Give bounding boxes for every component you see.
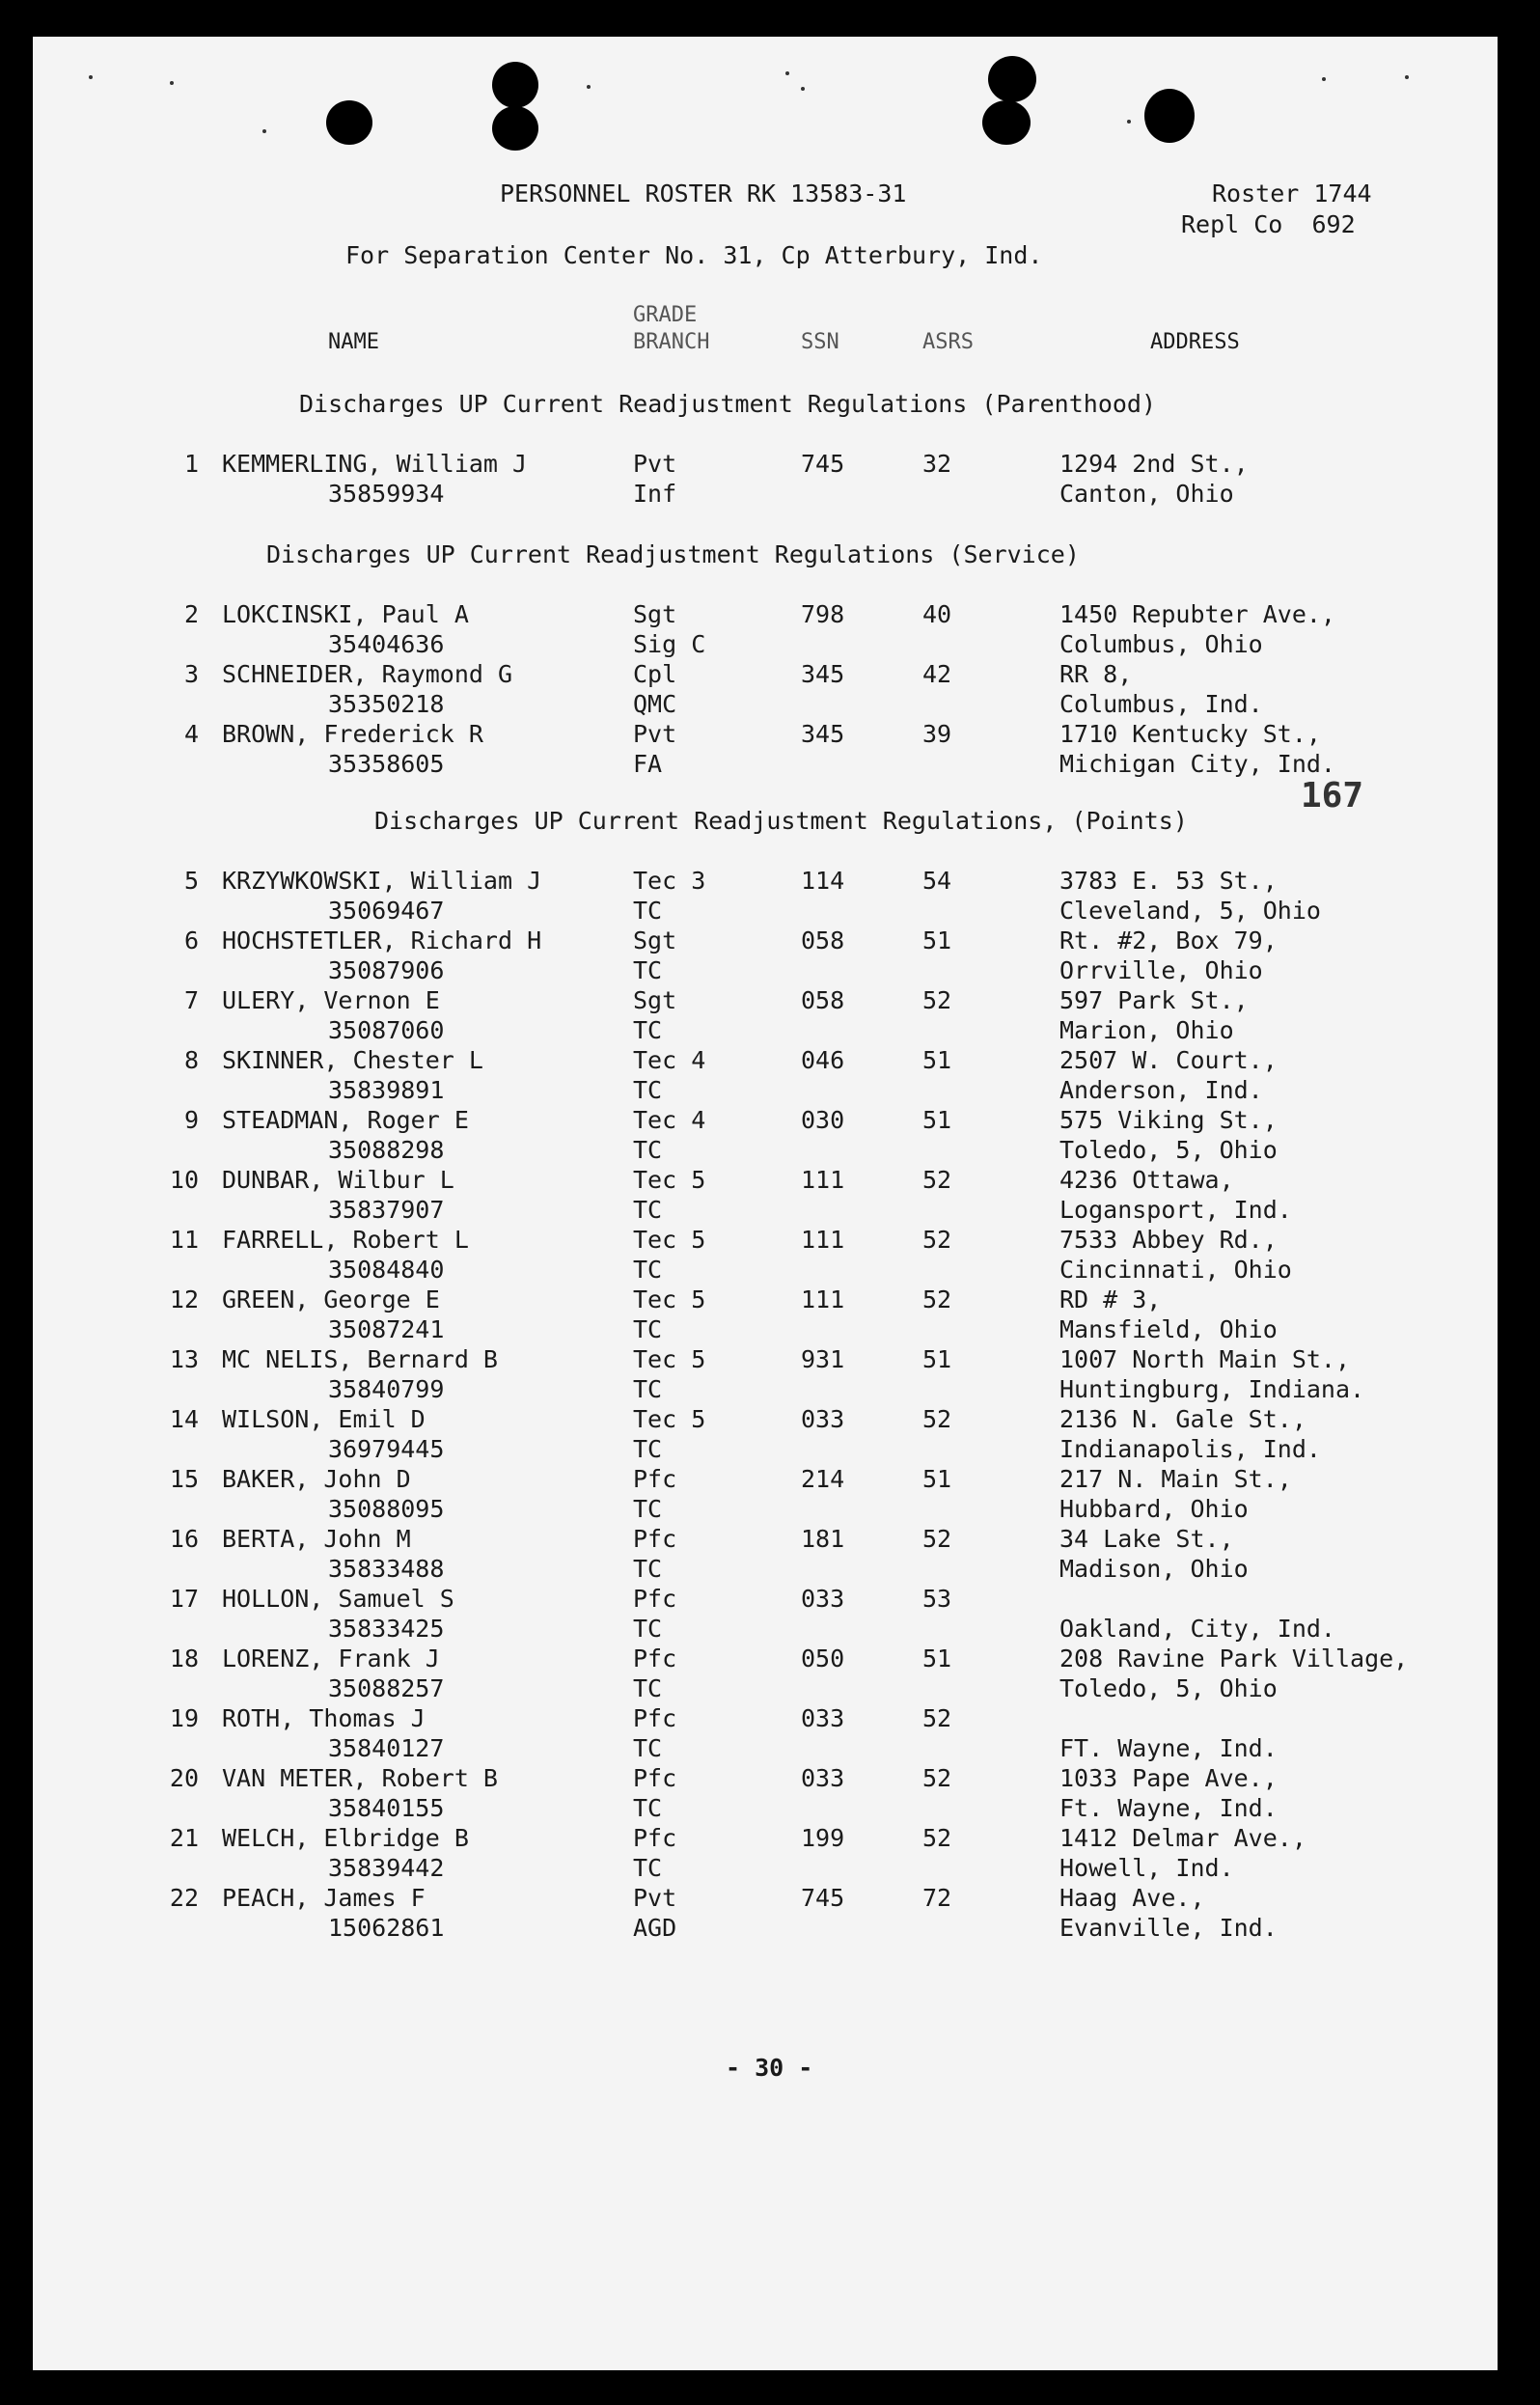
cell-addr2: Anderson, Ind. [1059, 1076, 1263, 1104]
cell-addr1: 1710 Kentucky St., [1059, 720, 1321, 748]
cell-name: HOCHSTETLER, Richard H [222, 926, 542, 954]
cell-serial: 35840155 [328, 1794, 445, 1822]
cell-num: 17 [169, 1585, 199, 1613]
cell-name: BERTA, John M [222, 1525, 411, 1553]
cell-ssn: 046 [801, 1046, 845, 1074]
cell-serial: 35833488 [328, 1555, 445, 1583]
cell-addr1: 4236 Ottawa, [1059, 1166, 1234, 1194]
cell-addr2: Marion, Ohio [1059, 1016, 1234, 1044]
cell-branch: TC [633, 1136, 663, 1164]
cell-branch: TC [633, 897, 663, 925]
roster-page [33, 37, 1498, 2370]
cell-branch: TC [633, 1256, 663, 1284]
cell-addr2: Huntingburg, Indiana. [1059, 1375, 1365, 1403]
cell-grade: Pvt [633, 1884, 677, 1912]
cell-name: SCHNEIDER, Raymond G [222, 660, 513, 688]
cell-addr2: Evanville, Ind. [1059, 1914, 1278, 1942]
cell-num: 5 [183, 867, 199, 895]
cell-serial: 35087241 [328, 1315, 445, 1343]
cell-grade: Tec 4 [633, 1046, 706, 1074]
page-number: - 30 - [726, 2054, 813, 2082]
col-name: NAME [328, 330, 379, 354]
cell-grade: Tec 4 [633, 1106, 706, 1134]
cell-asrs: 72 [922, 1884, 952, 1912]
cell-name: GREEN, George E [222, 1285, 440, 1313]
cell-ssn: 111 [801, 1166, 845, 1194]
handwritten-stamp: 167 [1301, 776, 1364, 815]
cell-name: SKINNER, Chester L [222, 1046, 483, 1074]
cell-addr1: 597 Park St., [1059, 986, 1249, 1014]
section-service: Discharges UP Current Readjustment Regulations (Service) [266, 540, 1080, 568]
cell-addr2: Orrville, Ohio [1059, 956, 1263, 984]
cell-addr2: Canton, Ohio [1059, 480, 1234, 508]
cell-asrs: 52 [922, 1525, 952, 1553]
col-ssn: SSN [801, 330, 839, 354]
cell-asrs: 51 [922, 926, 952, 954]
cell-name: KRZYWKOWSKI, William J [222, 867, 542, 895]
cell-serial: 35088257 [328, 1674, 445, 1702]
punch-hole-3 [492, 106, 538, 151]
cell-serial: 35069467 [328, 897, 445, 925]
cell-branch: TC [633, 1555, 663, 1583]
cell-addr2: Ft. Wayne, Ind. [1059, 1794, 1278, 1822]
cell-serial: 35084840 [328, 1256, 445, 1284]
cell-branch: TC [633, 1495, 663, 1523]
cell-addr1: 208 Ravine Park Village, [1059, 1645, 1409, 1672]
cell-ssn: 745 [801, 450, 845, 478]
cell-grade: Tec 5 [633, 1405, 706, 1433]
cell-name: BAKER, John D [222, 1465, 411, 1493]
cell-name: HOLLON, Samuel S [222, 1585, 454, 1613]
cell-name: MC NELIS, Bernard B [222, 1345, 498, 1373]
cell-grade: Pvt [633, 450, 677, 478]
cell-addr2: Indianapolis, Ind. [1059, 1435, 1321, 1463]
punch-hole-6 [1144, 89, 1195, 143]
cell-branch: TC [633, 1674, 663, 1702]
cell-serial: 35087060 [328, 1016, 445, 1044]
cell-grade: Tec 5 [633, 1285, 706, 1313]
cell-serial: 35358605 [328, 750, 445, 778]
cell-asrs: 52 [922, 1166, 952, 1194]
col-asrs: ASRS [922, 330, 974, 354]
cell-ssn: 745 [801, 1884, 845, 1912]
cell-grade: Pfc [633, 1585, 677, 1613]
cell-grade: Sgt [633, 986, 677, 1014]
section-parenthood: Discharges UP Current Readjustment Regulations (Parenthood) [299, 390, 1157, 418]
cell-name: BROWN, Frederick R [222, 720, 483, 748]
cell-asrs: 52 [922, 1285, 952, 1313]
cell-addr1: 2507 W. Court., [1059, 1046, 1278, 1074]
cell-ssn: 033 [801, 1405, 845, 1433]
cell-grade: Pfc [633, 1704, 677, 1732]
cell-branch: TC [633, 1854, 663, 1882]
cell-branch: QMC [633, 690, 677, 718]
cell-branch: Inf [633, 480, 677, 508]
cell-addr1: 2136 N. Gale St., [1059, 1405, 1306, 1433]
cell-num: 9 [183, 1106, 199, 1134]
roster-number: Roster 1744 [1212, 180, 1372, 207]
cell-addr1: 575 Viking St., [1059, 1106, 1278, 1134]
cell-ssn: 058 [801, 926, 845, 954]
cell-branch: TC [633, 956, 663, 984]
cell-ssn: 111 [801, 1285, 845, 1313]
cell-addr2: Oakland, City, Ind. [1059, 1615, 1335, 1643]
replacement-company: Repl Co 692 [1181, 210, 1356, 238]
cell-ssn: 033 [801, 1704, 845, 1732]
cell-ssn: 033 [801, 1764, 845, 1792]
cell-num: 16 [169, 1525, 199, 1553]
cell-addr1: 217 N. Main St., [1059, 1465, 1292, 1493]
cell-addr2: Hubbard, Ohio [1059, 1495, 1249, 1523]
punch-hole-5 [982, 100, 1031, 145]
cell-addr2: Toledo, 5, Ohio [1059, 1136, 1278, 1164]
cell-num: 2 [183, 600, 199, 628]
cell-branch: TC [633, 1315, 663, 1343]
roster-title: PERSONNEL ROSTER RK 13583-31 [500, 180, 907, 207]
cell-ssn: 345 [801, 660, 845, 688]
cell-num: 22 [169, 1884, 199, 1912]
cell-ssn: 798 [801, 600, 845, 628]
cell-name: ROTH, Thomas J [222, 1704, 426, 1732]
cell-name: LORENZ, Frank J [222, 1645, 440, 1672]
cell-addr1: 1294 2nd St., [1059, 450, 1249, 478]
cell-addr2: Columbus, Ohio [1059, 630, 1263, 658]
cell-grade: Sgt [633, 926, 677, 954]
cell-name: LOKCINSKI, Paul A [222, 600, 469, 628]
cell-addr1: Rt. #2, Box 79, [1059, 926, 1278, 954]
cell-num: 8 [183, 1046, 199, 1074]
cell-asrs: 52 [922, 1226, 952, 1254]
cell-grade: Tec 5 [633, 1166, 706, 1194]
cell-addr2: Michigan City, Ind. [1059, 750, 1335, 778]
punch-hole-1 [326, 100, 372, 145]
cell-addr2: Cleveland, 5, Ohio [1059, 897, 1321, 925]
cell-num: 12 [169, 1285, 199, 1313]
cell-addr1: Haag Ave., [1059, 1884, 1205, 1912]
cell-num: 1 [183, 450, 199, 478]
cell-asrs: 42 [922, 660, 952, 688]
cell-ssn: 058 [801, 986, 845, 1014]
cell-name: KEMMERLING, William J [222, 450, 528, 478]
cell-ssn: 214 [801, 1465, 845, 1493]
cell-asrs: 52 [922, 1704, 952, 1732]
cell-asrs: 51 [922, 1046, 952, 1074]
cell-num: 3 [183, 660, 199, 688]
cell-serial: 35833425 [328, 1615, 445, 1643]
cell-num: 7 [183, 986, 199, 1014]
cell-num: 20 [169, 1764, 199, 1792]
cell-serial: 35839442 [328, 1854, 445, 1882]
cell-asrs: 51 [922, 1345, 952, 1373]
cell-addr2: Madison, Ohio [1059, 1555, 1249, 1583]
cell-name: WILSON, Emil D [222, 1405, 426, 1433]
cell-serial: 35087906 [328, 956, 445, 984]
cell-ssn: 033 [801, 1585, 845, 1613]
section-points: Discharges UP Current Readjustment Regulations, (Points) [374, 807, 1188, 835]
cell-ssn: 111 [801, 1226, 845, 1254]
punch-hole-2 [492, 62, 538, 108]
cell-num: 14 [169, 1405, 199, 1433]
cell-ssn: 931 [801, 1345, 845, 1373]
cell-asrs: 53 [922, 1585, 952, 1613]
cell-num: 19 [169, 1704, 199, 1732]
cell-addr1: RR 8, [1059, 660, 1133, 688]
cell-addr1: 1007 North Main St., [1059, 1345, 1351, 1373]
cell-branch: TC [633, 1615, 663, 1643]
cell-num: 11 [169, 1226, 199, 1254]
cell-name: PEACH, James F [222, 1884, 426, 1912]
cell-addr2: Columbus, Ind. [1059, 690, 1263, 718]
cell-num: 6 [183, 926, 199, 954]
cell-asrs: 54 [922, 867, 952, 895]
col-grade: GRADE [633, 303, 698, 327]
cell-asrs: 32 [922, 450, 952, 478]
punch-hole-4 [988, 56, 1036, 102]
cell-serial: 35350218 [328, 690, 445, 718]
cell-num: 15 [169, 1465, 199, 1493]
cell-branch: TC [633, 1794, 663, 1822]
cell-num: 13 [169, 1345, 199, 1373]
cell-grade: Pvt [633, 720, 677, 748]
cell-name: WELCH, Elbridge B [222, 1824, 469, 1852]
cell-name: DUNBAR, Wilbur L [222, 1166, 454, 1194]
cell-grade: Pfc [633, 1645, 677, 1672]
cell-addr2: Mansfield, Ohio [1059, 1315, 1278, 1343]
cell-ssn: 050 [801, 1645, 845, 1672]
cell-name: ULERY, Vernon E [222, 986, 440, 1014]
cell-ssn: 030 [801, 1106, 845, 1134]
cell-num: 18 [169, 1645, 199, 1672]
cell-addr1: 1033 Pape Ave., [1059, 1764, 1278, 1792]
cell-branch: TC [633, 1734, 663, 1762]
cell-branch: TC [633, 1435, 663, 1463]
cell-branch: Sig C [633, 630, 706, 658]
cell-addr1: 1450 Repubter Ave., [1059, 600, 1335, 628]
cell-branch: TC [633, 1375, 663, 1403]
cell-serial: 35837907 [328, 1196, 445, 1224]
cell-asrs: 52 [922, 986, 952, 1014]
cell-num: 10 [169, 1166, 199, 1194]
cell-addr2: Cincinnati, Ohio [1059, 1256, 1292, 1284]
cell-branch: AGD [633, 1914, 677, 1942]
cell-serial: 15062861 [328, 1914, 445, 1942]
cell-ssn: 114 [801, 867, 845, 895]
cell-addr1: RD # 3, [1059, 1285, 1162, 1313]
cell-grade: Tec 5 [633, 1226, 706, 1254]
cell-asrs: 52 [922, 1824, 952, 1852]
cell-addr2: Logansport, Ind. [1059, 1196, 1292, 1224]
cell-branch: TC [633, 1196, 663, 1224]
cell-grade: Tec 5 [633, 1345, 706, 1373]
cell-addr2: Toledo, 5, Ohio [1059, 1674, 1278, 1702]
cell-serial: 35840127 [328, 1734, 445, 1762]
cell-asrs: 39 [922, 720, 952, 748]
cell-num: 4 [183, 720, 199, 748]
cell-serial: 35840799 [328, 1375, 445, 1403]
cell-grade: Pfc [633, 1764, 677, 1792]
col-branch: BRANCH [633, 330, 710, 354]
cell-grade: Tec 3 [633, 867, 706, 895]
cell-grade: Cpl [633, 660, 677, 688]
cell-addr2: Howell, Ind. [1059, 1854, 1234, 1882]
cell-addr1: 3783 E. 53 St., [1059, 867, 1278, 895]
col-address: ADDRESS [1150, 330, 1240, 354]
cell-asrs: 51 [922, 1645, 952, 1672]
cell-name: FARRELL, Robert L [222, 1226, 469, 1254]
cell-grade: Sgt [633, 600, 677, 628]
cell-addr1: 7533 Abbey Rd., [1059, 1226, 1278, 1254]
cell-grade: Pfc [633, 1525, 677, 1553]
cell-serial: 35404636 [328, 630, 445, 658]
cell-addr1: 34 Lake St., [1059, 1525, 1234, 1553]
cell-name: VAN METER, Robert B [222, 1764, 498, 1792]
cell-ssn: 181 [801, 1525, 845, 1553]
cell-serial: 36979445 [328, 1435, 445, 1463]
cell-asrs: 40 [922, 600, 952, 628]
cell-asrs: 51 [922, 1106, 952, 1134]
roster-subtitle: For Separation Center No. 31, Cp Atterbury, Ind. [345, 241, 1043, 269]
cell-name: STEADMAN, Roger E [222, 1106, 469, 1134]
cell-ssn: 199 [801, 1824, 845, 1852]
cell-serial: 35859934 [328, 480, 445, 508]
cell-grade: Pfc [633, 1465, 677, 1493]
cell-branch: TC [633, 1076, 663, 1104]
cell-num: 21 [169, 1824, 199, 1852]
cell-branch: TC [633, 1016, 663, 1044]
cell-serial: 35088298 [328, 1136, 445, 1164]
cell-serial: 35088095 [328, 1495, 445, 1523]
cell-branch: FA [633, 750, 663, 778]
cell-asrs: 52 [922, 1764, 952, 1792]
cell-grade: Pfc [633, 1824, 677, 1852]
cell-asrs: 52 [922, 1405, 952, 1433]
cell-serial: 35839891 [328, 1076, 445, 1104]
cell-addr2: FT. Wayne, Ind. [1059, 1734, 1278, 1762]
cell-addr1: 1412 Delmar Ave., [1059, 1824, 1306, 1852]
cell-asrs: 51 [922, 1465, 952, 1493]
cell-ssn: 345 [801, 720, 845, 748]
